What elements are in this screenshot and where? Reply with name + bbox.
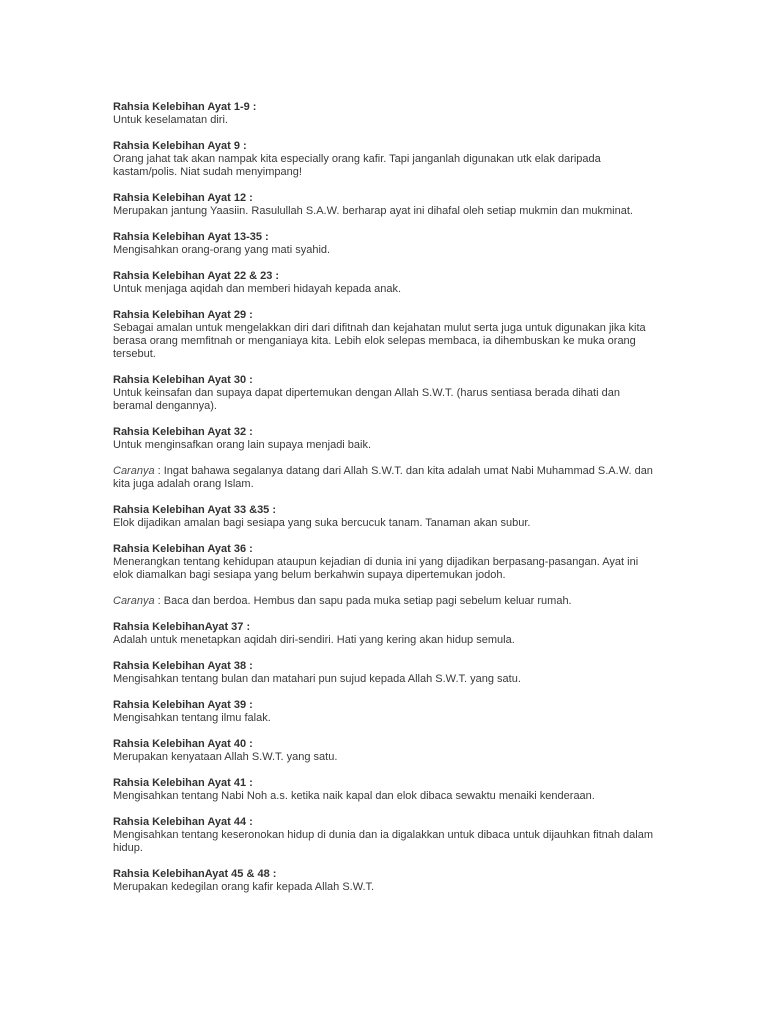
section-body: Elok dijadikan amalan bagi sesiapa yang suka bercucuk tanam. Tanaman akan subur. (113, 517, 531, 529)
section (113, 816, 658, 855)
section-heading: Rahsia Kelebihan Ayat 38 : (113, 660, 253, 672)
section-body: Mengisahkan tentang ilmu falak. (113, 712, 271, 724)
caranya-paragraph (113, 595, 658, 608)
section-body: Adalah untuk menetapkan aqidah diri-sendiri. Hati yang kering akan hidup semula. (113, 634, 515, 646)
caranya-label: Caranya (113, 595, 155, 607)
section-body: Sebagai amalan untuk mengelakkan diri dari difitnah dan kejahatan mulut serta juga untuk digunakan jika kita berasa orang memfitnah or menganiaya kita. Lebih elok selepas membaca, ia dihembuskan ke muka orang tersebut. (113, 322, 646, 360)
section-heading: Rahsia Kelebihan Ayat 9 : (113, 140, 247, 152)
document-content (113, 101, 658, 907)
section-heading: Rahsia Kelebihan Ayat 36 : (113, 543, 253, 555)
section (113, 192, 658, 218)
section-heading: Rahsia Kelebihan Ayat 41 : (113, 777, 253, 789)
section-body: Orang jahat tak akan nampak kita especially orang kafir. Tapi janganlah digunakan utk elak daripada kastam/polis. Niat sudah menyimpang! (113, 153, 601, 178)
section-heading: Rahsia Kelebihan Ayat 40 : (113, 738, 253, 750)
section-body: Merupakan kenyataan Allah S.W.T. yang satu. (113, 751, 338, 763)
section (113, 868, 658, 894)
section-heading: Rahsia KelebihanAyat 45 & 48 : (113, 868, 277, 880)
section-body: Untuk keselamatan diri. (113, 114, 228, 126)
section (113, 738, 658, 764)
section-heading: Rahsia Kelebihan Ayat 39 : (113, 699, 253, 711)
section (113, 309, 658, 361)
section (113, 140, 658, 179)
caranya-text: : Ingat bahawa segalanya datang dari Allah S.W.T. dan kita adalah umat Nabi Muhammad S.A.W. dan kita juga adalah orang Islam. (113, 465, 653, 490)
section-body: Mengisahkan tentang keseronokan hidup di dunia dan ia digalakkan untuk dibaca untuk dijauhkan fitnah dalam hidup. (113, 829, 653, 854)
section (113, 543, 658, 582)
section-heading: Rahsia Kelebihan Ayat 22 & 23 : (113, 270, 280, 282)
section (113, 374, 658, 413)
section-body: Menerangkan tentang kehidupan ataupun kejadian di dunia ini yang dijadikan berpasang-pasangan. Ayat ini elok diamalkan bagi sesiapa yang belum berkahwin supaya dipertemukan jodoh. (113, 556, 639, 581)
section-heading: Rahsia Kelebihan Ayat 1-9 : (113, 101, 257, 113)
section (113, 101, 658, 127)
section-body: Untuk menginsafkan orang lain supaya menjadi baik. (113, 439, 372, 451)
section-body: Mengisahkan tentang bulan dan matahari pun sujud kepada Allah S.W.T. yang satu. (113, 673, 521, 685)
section-body: Merupakan jantung Yaasiin. Rasulullah S.A.W. berharap ayat ini dihafal oleh setiap mukmin dan mukminat. (113, 205, 633, 217)
section-heading: Rahsia Kelebihan Ayat 33 &35 : (113, 504, 277, 516)
section (113, 699, 658, 725)
section-heading: Rahsia Kelebihan Ayat 32 : (113, 426, 253, 438)
section (113, 777, 658, 803)
section-heading: Rahsia Kelebihan Ayat 44 : (113, 816, 253, 828)
section (113, 621, 658, 647)
section-body: Untuk menjaga aqidah dan memberi hidayah kepada anak. (113, 283, 402, 295)
section-body: Mengisahkan tentang Nabi Noh a.s. ketika naik kapal dan elok dibaca sewaktu menaiki kenderaan. (113, 790, 595, 802)
section-heading: Rahsia Kelebihan Ayat 29 : (113, 309, 253, 321)
caranya-label: Caranya (113, 465, 155, 477)
caranya-paragraph (113, 465, 658, 491)
section-body: Merupakan kedegilan orang kafir kepada Allah S.W.T. (113, 881, 375, 893)
section-heading: Rahsia Kelebihan Ayat 12 : (113, 192, 253, 204)
section (113, 426, 658, 452)
section (113, 660, 658, 686)
section-body: Mengisahkan orang-orang yang mati syahid. (113, 244, 331, 256)
section (113, 231, 658, 257)
section-body: Untuk keinsafan dan supaya dapat dipertemukan dengan Allah S.W.T. (harus sentiasa berada dihati dan beramal dengannya). (113, 387, 620, 412)
section (113, 270, 658, 296)
section-heading: Rahsia Kelebihan Ayat 30 : (113, 374, 253, 386)
section-heading: Rahsia KelebihanAyat 37 : (113, 621, 251, 633)
section (113, 504, 658, 530)
caranya-text: : Baca dan berdoa. Hembus dan sapu pada muka setiap pagi sebelum keluar rumah. (154, 595, 572, 607)
section-heading: Rahsia Kelebihan Ayat 13-35 : (113, 231, 269, 243)
